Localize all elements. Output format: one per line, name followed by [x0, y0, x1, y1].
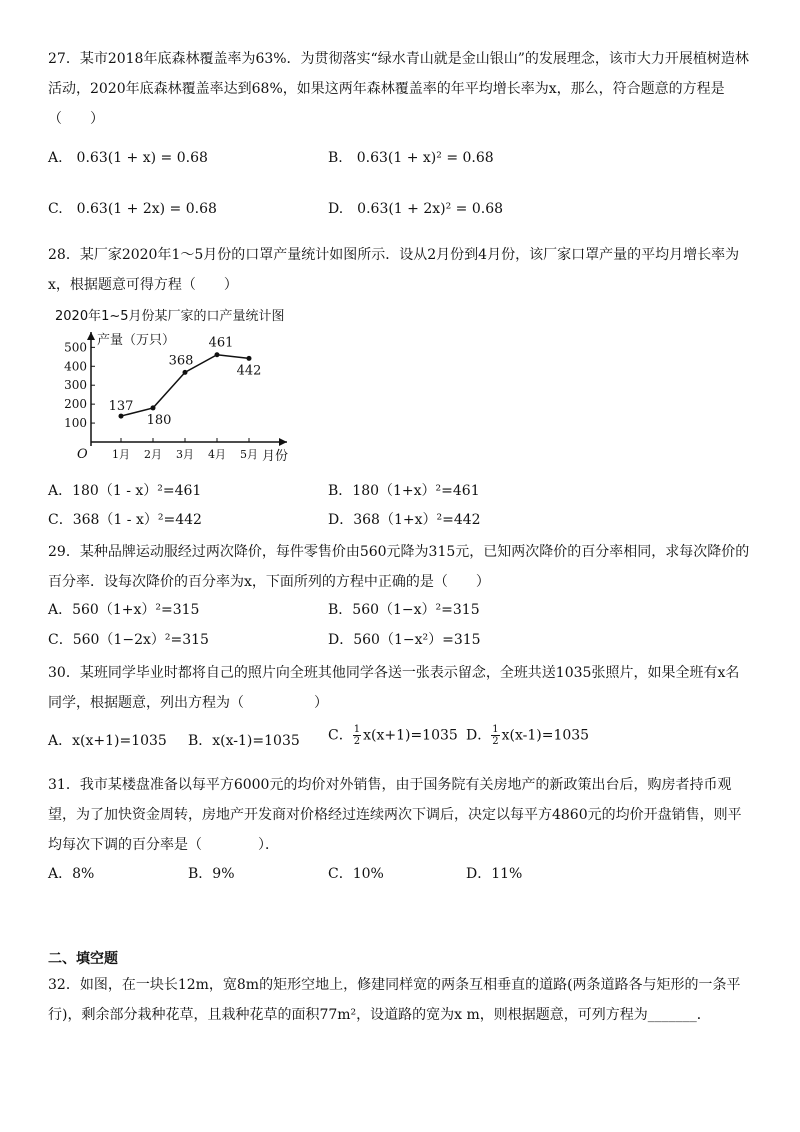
q27-option-c: C. 0.63(1 + 2x) = 0.68: [48, 201, 217, 217]
q27-option-a: A. 0.63(1 + x) = 0.68: [48, 150, 208, 166]
y-tick-label: 100: [64, 416, 87, 431]
x-tick-label: 5月: [240, 448, 258, 461]
y-tick-label: 500: [64, 340, 87, 355]
q28-option-c: C．368（1 - x）²=442: [48, 512, 202, 528]
y-axis-arrow: [87, 332, 95, 340]
data-label: 180: [146, 412, 172, 428]
x-tick-label: 4月: [208, 448, 226, 461]
data-label: 137: [108, 399, 134, 415]
q31-option-a: A．8%: [48, 866, 95, 882]
q28-option-b: B．180（1+x）²=461: [328, 483, 480, 499]
x-tick-label: 2月: [144, 448, 162, 461]
q31-option-b: B．9%: [188, 866, 235, 882]
question-27-stem: 27．某市2018年底森林覆盖率为63%．为贯彻落实“绿水青山就是金山银山”的发展理念，该市大力开展植树造林活动，2020年底森林覆盖率达到68%，如果这两年森林覆盖率的年平均增长率为x，那么，符合题意的方程是（ ）: [48, 51, 749, 127]
q30-option-d-expression: x(x-1)=1035: [501, 727, 590, 744]
q28-option-d: D．368（1+x）²=442: [328, 512, 481, 528]
x-axis-label: 月份: [262, 449, 289, 464]
q31-option-c: C．10%: [328, 866, 384, 882]
chart-canvas: [55, 308, 305, 468]
question-31-stem: 31．我市某楼盘准备以每平方6000元的均价对外销售，由于国务院有关房地产的新政策出台后，购房者持币观望，为了加快资金周转，房地产开发商对价格经过连续两次下调后，决定以每平方4860元的均价开盘销售，则平均每次下调的百分率是（ ）．: [48, 777, 742, 853]
y-tick-label: 400: [64, 359, 87, 374]
production-chart: [55, 308, 305, 468]
one-half-fraction: $\frac{1}{2}$: [353, 724, 361, 747]
data-point: [247, 356, 252, 361]
x-tick-label: 3月: [176, 448, 194, 461]
q30-option-d: [466, 724, 589, 747]
one-half-fraction: $\frac{1}{2}$: [492, 724, 499, 747]
q27-option-d: D. 0.63(1 + 2x)² = 0.68: [328, 201, 504, 217]
data-point: [215, 352, 220, 357]
q30-option-c-letter: C．: [328, 727, 353, 744]
question-30-stem: 30．某班同学毕业时都将自己的照片向全班其他同学各送一张表示留念，全班共送1035张照片，如果全班有x名同学，根据题意，列出方程为（ ）: [48, 665, 740, 711]
q29-option-d: D．560（1−x²）=315: [328, 632, 481, 648]
q30-option-b: B．x(x-1)=1035: [188, 733, 300, 749]
question-28-stem: 28．某厂家2020年1～5月份的口罩产量统计如图所示．设从2月份到4月份，该厂家口罩产量的平均月增长率为x，根据题意可得方程（ ）: [48, 247, 740, 293]
origin-label: O: [77, 447, 88, 462]
y-tick-label: 200: [64, 397, 87, 412]
data-label: 442: [236, 363, 262, 379]
x-axis-arrow: [279, 438, 287, 446]
x-tick-label: 1月: [112, 448, 130, 461]
q29-option-c: C．560（1−2x）²=315: [48, 632, 209, 648]
data-label: 368: [168, 353, 194, 369]
q31-option-d: D．11%: [466, 866, 523, 882]
section-title: 二、填空题: [48, 951, 118, 967]
q28-option-a: A．180（1 - x）²=461: [48, 483, 202, 499]
y-axis-label: 产量（万只）: [97, 333, 176, 348]
q29-option-b: B．560（1−x）²=315: [328, 602, 480, 618]
data-label: 461: [208, 335, 234, 351]
data-point: [151, 405, 156, 410]
chart-title: 2020年1~5月份某厂家的口产量统计图: [55, 309, 285, 324]
q29-option-a: A．560（1+x）²=315: [48, 602, 200, 618]
question-29-stem: 29．某种品牌运动服经过两次降价，每件零售价由560元降为315元，已知两次降价的百分率相同，求每次降价的百分率．设每次降价的百分率为x，下面所列的方程中正确的是（ ）: [48, 544, 750, 590]
data-point: [183, 370, 188, 375]
data-point: [119, 414, 124, 419]
q30-option-c: [328, 724, 458, 747]
q30-option-a: A．x(x+1)=1035: [48, 733, 167, 749]
q27-option-b: B. 0.63(1 + x)² = 0.68: [328, 150, 494, 166]
q30-option-c-expression: x(x+1)=1035: [363, 727, 458, 744]
q30-option-d-letter: D．: [466, 727, 492, 744]
question-32-stem: 32．如图，在一块长12m，宽8m的矩形空地上，修建同样宽的两条互相垂直的道路(两条道路各与矩形的一条平行)，剩余部分栽种花草，且栽种花草的面积77m²，设道路的宽为x m，则根据题意，可列方程为_______．: [48, 977, 741, 1023]
y-tick-label: 300: [64, 378, 87, 393]
